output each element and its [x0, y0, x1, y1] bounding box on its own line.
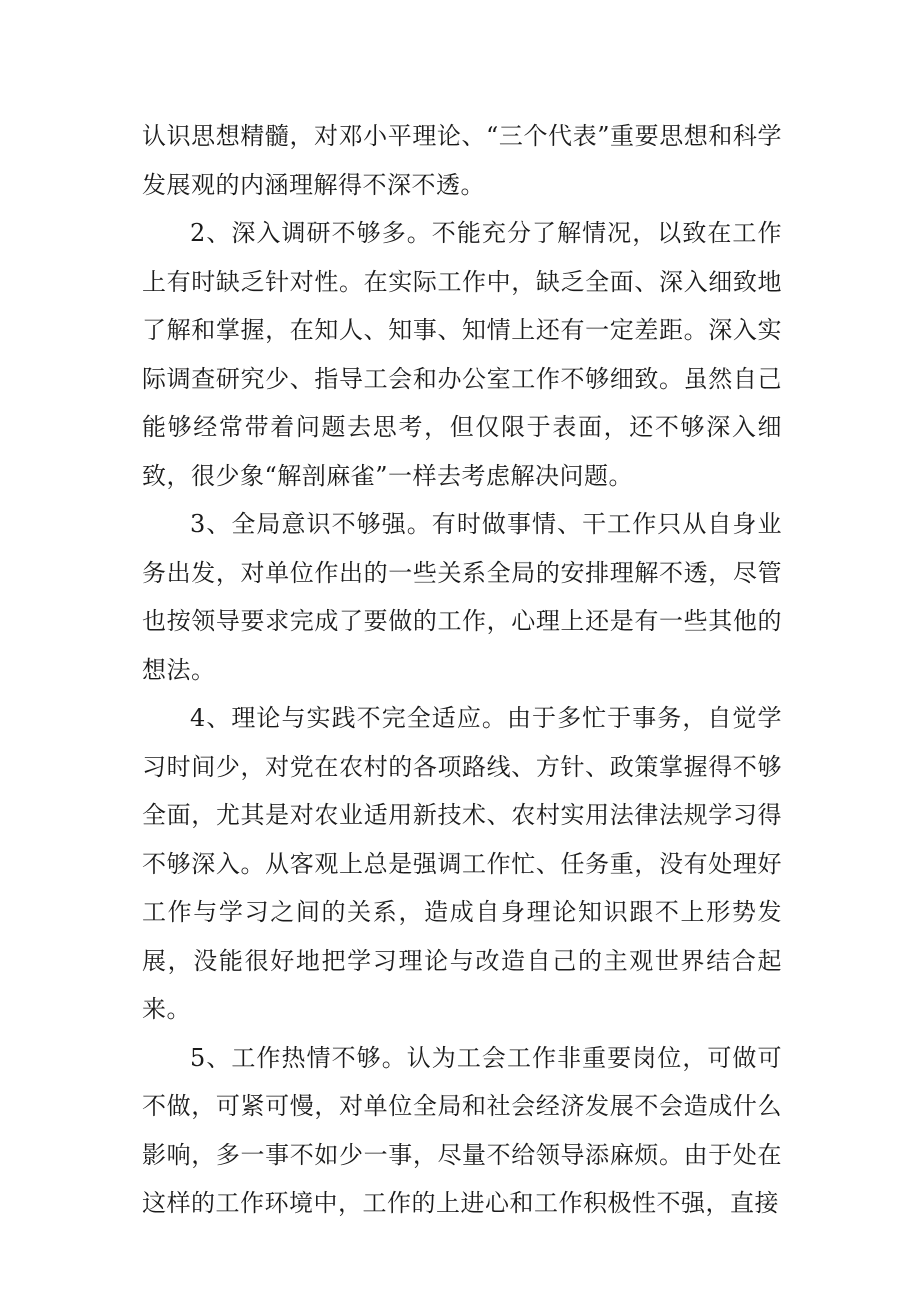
- paragraph-item-2: 2、深入调研不够多。不能充分了解情况，以致在工作上有时缺乏针对性。在实际工作中，缺乏全面、深入细致地了解和掌握，在知人、知事、知情上还有一定差距。深入实际调查研究少、指导工会和办公室工作不够细致。虽然自己能够经常带着问题去思考，但仅限于表面，还不够深入细致，很少象“解剖麻雀”一样去考虑解决问题。: [142, 219, 782, 490]
- paragraph-item-4: 4、理论与实践不完全适应。由于多忙于事务，自觉学习时间少，对党在农村的各项路线、方针、政策掌握得不够全面，尤其是对农业适用新技术、农村实用法律法规学习得不够深入。从客观上总是强调工作忙、任务重，没有处理好工作与学习之间的关系，造成自身理论知识跟不上形势发展，没能很好地把学习理论与改造自己的主观世界结合起来。: [142, 704, 782, 1023]
- paragraph-item-3: 3、全局意识不够强。有时做事情、干工作只从自身业务出发，对单位作出的一些关系全局的安排理解不透，尽管也按领导要求完成了要做的工作，心理上还是有一些其他的想法。: [142, 510, 782, 684]
- paragraph-continuation: 认识思想精髓，对邓小平理论、“三个代表”重要思想和科学发展观的内涵理解得不深不透。: [142, 122, 782, 199]
- paragraph-item-5: 5、工作热情不够。认为工会工作非重要岗位，可做可不做，可紧可慢，对单位全局和社会经济发展不会造成什么影响，多一事不如少一事，尽量不给领导添麻烦。由于处在这样的工作环境中，工作的上进心和工作积极性不强，直接: [142, 1043, 782, 1217]
- document-body: [142, 112, 782, 1228]
